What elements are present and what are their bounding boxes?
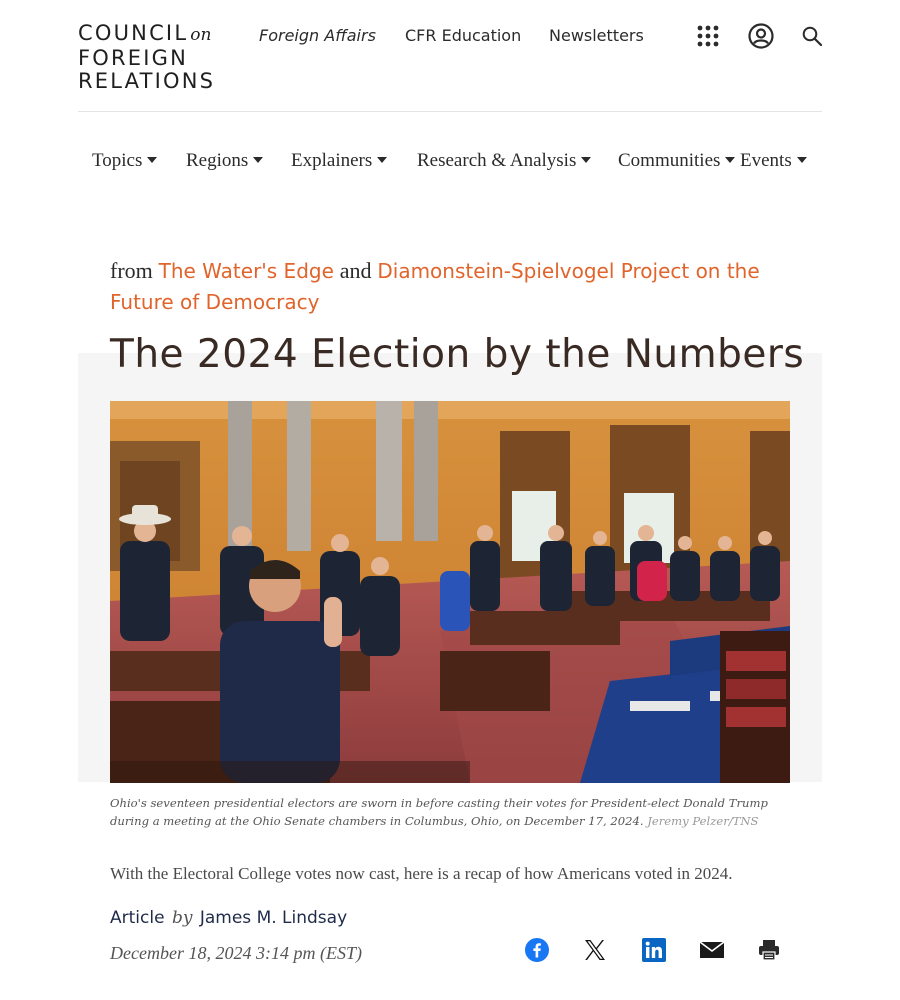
x-icon[interactable]	[583, 938, 607, 962]
chevron-down-icon	[725, 157, 735, 163]
chevron-down-icon	[253, 157, 263, 163]
blog-link[interactable]: The Water's Edge	[158, 259, 334, 283]
article-dek: With the Electoral College votes now cast, here is a recap of how Americans voted in 2024.	[110, 864, 733, 883]
caption-text: Ohio's seventeen presidential electors are sworn in before casting their votes for President-elect Donald Trump during a meeting at the Ohio Senate chambers in Columbus, Ohio, on December 17, 2024.	[110, 796, 768, 828]
logo-line-1: COUNCIL	[78, 21, 189, 45]
photo-caption	[110, 794, 790, 830]
chevron-down-icon	[147, 157, 157, 163]
nav-events-label: Events	[740, 150, 792, 171]
chevron-down-icon	[377, 157, 387, 163]
article-type: Article	[110, 908, 165, 928]
nav-regions-label: Regions	[186, 150, 249, 171]
logo-line-3: RELATIONS	[78, 69, 216, 93]
topnav-newsletters[interactable]: Newsletters	[549, 26, 644, 45]
nav-research-label: Research & Analysis	[417, 150, 577, 171]
article-photo	[110, 401, 790, 783]
chevron-down-icon	[581, 157, 591, 163]
linkedin-icon[interactable]	[642, 938, 666, 962]
nav-explainers[interactable]	[291, 150, 387, 172]
nav-events[interactable]	[740, 150, 807, 172]
nav-communities[interactable]	[618, 150, 735, 172]
nav-regions[interactable]	[186, 150, 263, 172]
from-label: from	[110, 258, 153, 283]
email-icon[interactable]	[700, 938, 724, 962]
nav-research-analysis[interactable]	[417, 150, 591, 172]
nav-communities-label: Communities	[618, 150, 721, 171]
nav-topics[interactable]	[92, 150, 157, 172]
photo-credit: Jeremy Pelzer/TNS	[647, 814, 759, 828]
topnav-foreign-affairs[interactable]: Foreign Affairs	[259, 26, 376, 45]
page-title: The 2024 Election by the Numbers	[110, 332, 805, 377]
publish-date: December 18, 2024 3:14 pm (EST)	[110, 943, 362, 963]
facebook-icon[interactable]	[525, 938, 549, 962]
search-icon[interactable]	[802, 26, 823, 47]
logo-line-2: FOREIGN	[78, 46, 189, 70]
chevron-down-icon	[797, 157, 807, 163]
byline	[110, 908, 347, 928]
by-label: by	[171, 908, 193, 928]
logo-on: on	[190, 25, 212, 45]
article-source	[110, 255, 790, 318]
nav-explainers-label: Explainers	[291, 150, 373, 171]
nav-topics-label: Topics	[92, 150, 143, 171]
cfr-logo[interactable]	[78, 22, 215, 93]
user-icon[interactable]	[748, 23, 774, 49]
project-link[interactable]: Diamonstein-Spielvogel Project on the Future of Democracy	[110, 259, 760, 314]
header-divider	[78, 111, 822, 112]
and-label: and	[339, 258, 372, 283]
grid-icon[interactable]	[697, 25, 719, 47]
author-link[interactable]: James M. Lindsay	[199, 908, 348, 928]
print-icon[interactable]	[757, 938, 781, 962]
topnav-cfr-education[interactable]: CFR Education	[405, 26, 522, 45]
